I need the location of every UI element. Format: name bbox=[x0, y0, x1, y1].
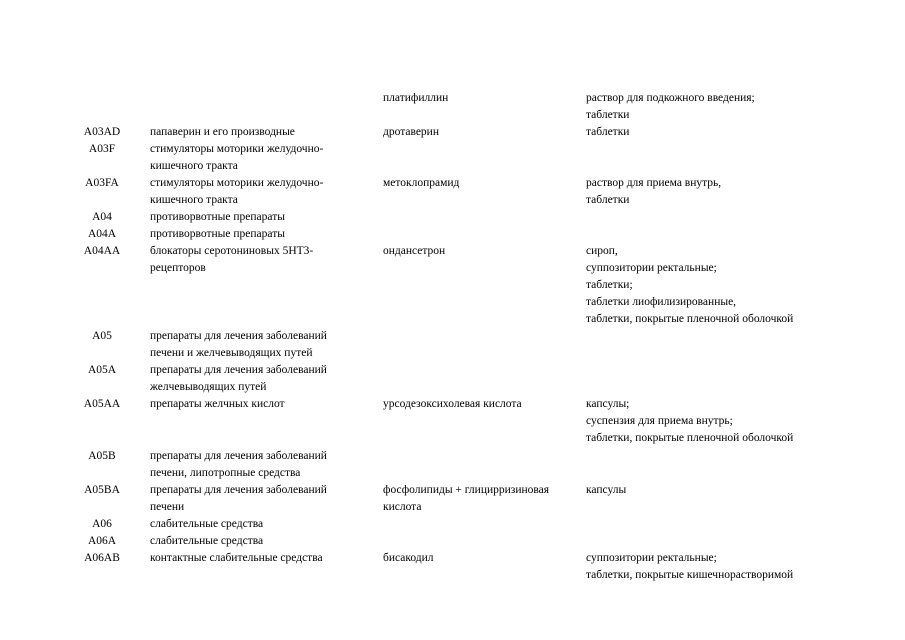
cell-text-line: стимуляторы моторики желудочно- bbox=[150, 143, 324, 155]
group-name-cell bbox=[150, 362, 370, 396]
cell-text-line: суппозитории ректальные; bbox=[586, 552, 717, 564]
cell-text-line: таблетки лиофилизированные, bbox=[586, 296, 737, 308]
group-name-cell bbox=[150, 328, 370, 362]
cell-text-line: кишечного тракта bbox=[150, 160, 238, 172]
cell-text-line: сироп, bbox=[586, 245, 618, 257]
cell-text-line: печени и желчевыводящих путей bbox=[150, 347, 313, 359]
cell-text-line: таблетки bbox=[586, 109, 630, 121]
cell-text-line: платифиллин bbox=[383, 92, 449, 104]
dosage-forms-cell bbox=[586, 124, 886, 141]
cell-text-line: метоклопрамид bbox=[383, 177, 460, 189]
group-name-cell bbox=[150, 533, 370, 550]
atc-code-cell: A04AA bbox=[83, 245, 121, 257]
cell-text-line: слабительные средства bbox=[150, 518, 264, 530]
drug-name-cell bbox=[383, 482, 578, 516]
cell-text-line: кишечного тракта bbox=[150, 194, 238, 206]
cell-text-line: препараты для лечения заболеваний bbox=[150, 330, 327, 342]
atc-code-cell: A05 bbox=[92, 330, 112, 342]
cell-text-line: суппозитории ректальные; bbox=[586, 262, 717, 274]
cell-text-line: капсулы bbox=[586, 484, 627, 496]
cell-text-line: блокаторы серотониновых 5HT3- bbox=[150, 245, 314, 257]
cell-text-line: слабительные средства bbox=[150, 535, 264, 547]
cell-text-line: таблетки bbox=[586, 126, 630, 138]
cell-text-line: препараты для лечения заболеваний bbox=[150, 484, 327, 496]
group-name-cell bbox=[150, 209, 370, 226]
cell-text-line: желчевыводящих путей bbox=[150, 381, 267, 393]
cell-text-line: таблетки, покрытые пленочной оболочкой bbox=[586, 432, 794, 444]
cell-text-line: папаверин и его производные bbox=[150, 126, 295, 138]
atc-code-cell: A04A bbox=[87, 228, 117, 240]
cell-text-line: таблетки bbox=[586, 194, 630, 206]
group-name-cell bbox=[150, 482, 370, 516]
group-name-cell bbox=[150, 175, 370, 209]
cell-text-line: суспензия для приема внутрь; bbox=[586, 415, 733, 427]
cell-text-line: раствор для подкожного введения; bbox=[586, 92, 755, 104]
group-name-cell bbox=[150, 226, 370, 243]
drug-name-cell bbox=[383, 175, 578, 192]
cell-text-line: печени, липотропные средства bbox=[150, 467, 301, 479]
atc-code-cell: A06AB bbox=[84, 552, 120, 564]
cell-text-line: фосфолипиды + глицирризиновая bbox=[383, 484, 550, 496]
cell-text-line: бисакодил bbox=[383, 552, 434, 564]
group-name-cell bbox=[150, 243, 370, 277]
atc-code-cell: A03F bbox=[88, 143, 116, 155]
cell-text-line: стимуляторы моторики желудочно- bbox=[150, 177, 324, 189]
atc-code-cell: A05B bbox=[88, 450, 116, 462]
atc-code-cell: A03FA bbox=[85, 177, 119, 189]
cell-text-line: кислота bbox=[383, 501, 422, 513]
cell-text-line: препараты для лечения заболеваний bbox=[150, 450, 327, 462]
cell-text-line: противорвотные препараты bbox=[150, 228, 285, 240]
dosage-forms-cell bbox=[586, 550, 886, 584]
dosage-forms-cell bbox=[586, 175, 886, 209]
cell-text-line: капсулы; bbox=[586, 398, 630, 410]
cell-text-line: препараты желчных кислот bbox=[150, 398, 285, 410]
atc-code-cell: A05AA bbox=[83, 398, 121, 410]
atc-code-cell: A05BA bbox=[84, 484, 120, 496]
cell-text-line: противорвотные препараты bbox=[150, 211, 285, 223]
dosage-forms-cell bbox=[586, 482, 886, 499]
atc-code-cell: A05A bbox=[87, 364, 117, 376]
drug-name-cell bbox=[383, 550, 578, 567]
drug-name-cell bbox=[383, 90, 578, 107]
group-name-cell bbox=[150, 396, 370, 413]
cell-text-line: препараты для лечения заболеваний bbox=[150, 364, 327, 376]
cell-text-line: печени bbox=[150, 501, 185, 513]
cell-text-line: урсодезоксихолевая кислота bbox=[383, 398, 522, 410]
cell-text-line: ондансетрон bbox=[383, 245, 446, 257]
atc-code-cell: A03AD bbox=[83, 126, 121, 138]
dosage-forms-cell bbox=[586, 243, 886, 328]
group-name-cell bbox=[150, 550, 370, 567]
cell-text-line: дротаверин bbox=[383, 126, 439, 138]
atc-code-cell: A06 bbox=[92, 518, 112, 530]
cell-text-line: контактные слабительные средства bbox=[150, 552, 323, 564]
cell-text-line: таблетки; bbox=[586, 279, 633, 291]
cell-text-line: рецепторов bbox=[150, 262, 206, 274]
group-name-cell bbox=[150, 448, 370, 482]
cell-text-line: таблетки, покрытые кишечнорастворимой bbox=[586, 569, 794, 581]
drug-name-cell bbox=[383, 124, 578, 141]
cell-text-line: таблетки, покрытые пленочной оболочкой bbox=[586, 313, 794, 325]
atc-code-cell: A06A bbox=[87, 535, 117, 547]
group-name-cell bbox=[150, 141, 370, 175]
dosage-forms-cell bbox=[586, 396, 886, 447]
drug-name-cell bbox=[383, 396, 578, 413]
dosage-forms-cell bbox=[586, 90, 886, 124]
atc-code-cell: A04 bbox=[92, 211, 112, 223]
cell-text-line: раствор для приема внутрь, bbox=[586, 177, 722, 189]
group-name-cell bbox=[150, 124, 370, 141]
drug-name-cell bbox=[383, 243, 578, 260]
group-name-cell bbox=[150, 516, 370, 533]
